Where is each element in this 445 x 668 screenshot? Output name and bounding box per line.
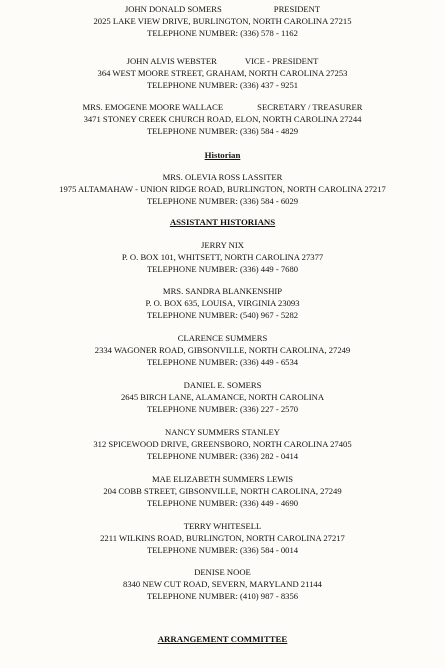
person-name: MRS. SANDRA BLANKENSHIP: [162, 286, 283, 296]
vice-president-line: [0, 56, 445, 66]
officer-address: 2025 LAKE VIEW DRIVE, BURLINGTON, NORTH CAROLINA 27215: [93, 16, 352, 26]
officer-name: MRS. EMOGENE MOORE WALLACE: [82, 102, 224, 112]
person-name: MAE ELIZABETH SUMMERS LEWIS: [151, 474, 294, 484]
person-name: TERRY WHITESELL: [183, 521, 262, 531]
historian-address: 1975 ALTAMAHAW - UNION RIDGE ROAD, BURLINGTON, NORTH CAROLINA 27217: [59, 184, 386, 194]
officer-phone: TELEPHONE NUMBER: (336) 584 - 4829: [146, 126, 299, 136]
person-phone: TELEPHONE NUMBER: (336) 584 - 0014: [146, 545, 299, 555]
officer-role: PRESIDENT: [273, 4, 321, 14]
president-line: [0, 4, 445, 14]
officer-name: JOHN DONALD SOMERS: [124, 4, 222, 14]
person-phone: TELEPHONE NUMBER: (410) 987 - 8356: [146, 591, 299, 601]
historian-phone: TELEPHONE NUMBER: (336) 584 - 6029: [146, 196, 299, 206]
person-phone: TELEPHONE NUMBER: (336) 449 - 7680: [146, 264, 299, 274]
historian-heading: Historian: [204, 150, 241, 160]
officer-role: SECRETARY / TREASURER: [257, 102, 363, 112]
officer-role: VICE - PRESIDENT: [244, 56, 319, 66]
officer-name: JOHN ALVIS WEBSTER: [126, 56, 217, 66]
person-address: 2645 BIRCH LANE, ALAMANCE, NORTH CAROLINA: [120, 392, 325, 402]
person-address: P. O. BOX 635, LOUISA, VIRGINIA 23093: [145, 298, 300, 308]
person-name: CLARENCE SUMMERS: [177, 333, 268, 343]
assistant-historians-heading: ASSISTANT HISTORIANS: [169, 217, 276, 227]
person-phone: TELEPHONE NUMBER: (336) 227 - 2570: [146, 404, 299, 414]
person-name: DENISE NOOE: [194, 567, 251, 577]
historian-name: MRS. OLEVIA ROSS LASSITER: [162, 172, 283, 182]
person-address: 2334 WAGONER ROAD, GIBSONVILLE, NORTH CAROLINA, 27249: [94, 345, 351, 355]
person-phone: TELEPHONE NUMBER: (336) 282 - 0414: [146, 451, 299, 461]
officer-address: 3471 STONEY CREEK CHURCH ROAD, ELON, NORTH CAROLINA 27244: [83, 114, 362, 124]
person-address: 8340 NEW CUT ROAD, SEVERN, MARYLAND 21144: [123, 579, 322, 589]
person-address: 312 SPICEWOOD DRIVE, GREENSBORO, NORTH CAROLINA 27405: [93, 439, 352, 449]
person-name: JERRY NIX: [201, 240, 244, 250]
person-name: NANCY SUMMERS STANLEY: [164, 427, 281, 437]
person-phone: TELEPHONE NUMBER: (540) 967 - 5282: [146, 310, 299, 320]
arrangement-committee-heading: ARRANGEMENT COMMITTEE: [157, 634, 288, 644]
person-address: 2211 WILKINS ROAD, BURLINGTON, NORTH CAROLINA 27217: [100, 533, 345, 543]
secretary-line: [0, 102, 445, 112]
officer-address: 364 WEST MOORE STREET, GRAHAM, NORTH CAROLINA 27253: [97, 68, 348, 78]
person-phone: TELEPHONE NUMBER: (336) 449 - 6534: [146, 357, 299, 367]
person-name: DANIEL E. SOMERS: [183, 380, 262, 390]
person-phone: TELEPHONE NUMBER: (336) 449 - 4690: [146, 498, 299, 508]
person-address: P. O. BOX 101, WHITSETT, NORTH CAROLINA 27377: [121, 252, 324, 262]
officer-phone: TELEPHONE NUMBER: (336) 578 - 1162: [147, 28, 298, 38]
officer-phone: TELEPHONE NUMBER: (336) 437 - 9251: [146, 80, 299, 90]
person-address: 204 COBB STREET, GIBSONVILLE, NORTH CAROLINA, 27249: [103, 486, 342, 496]
